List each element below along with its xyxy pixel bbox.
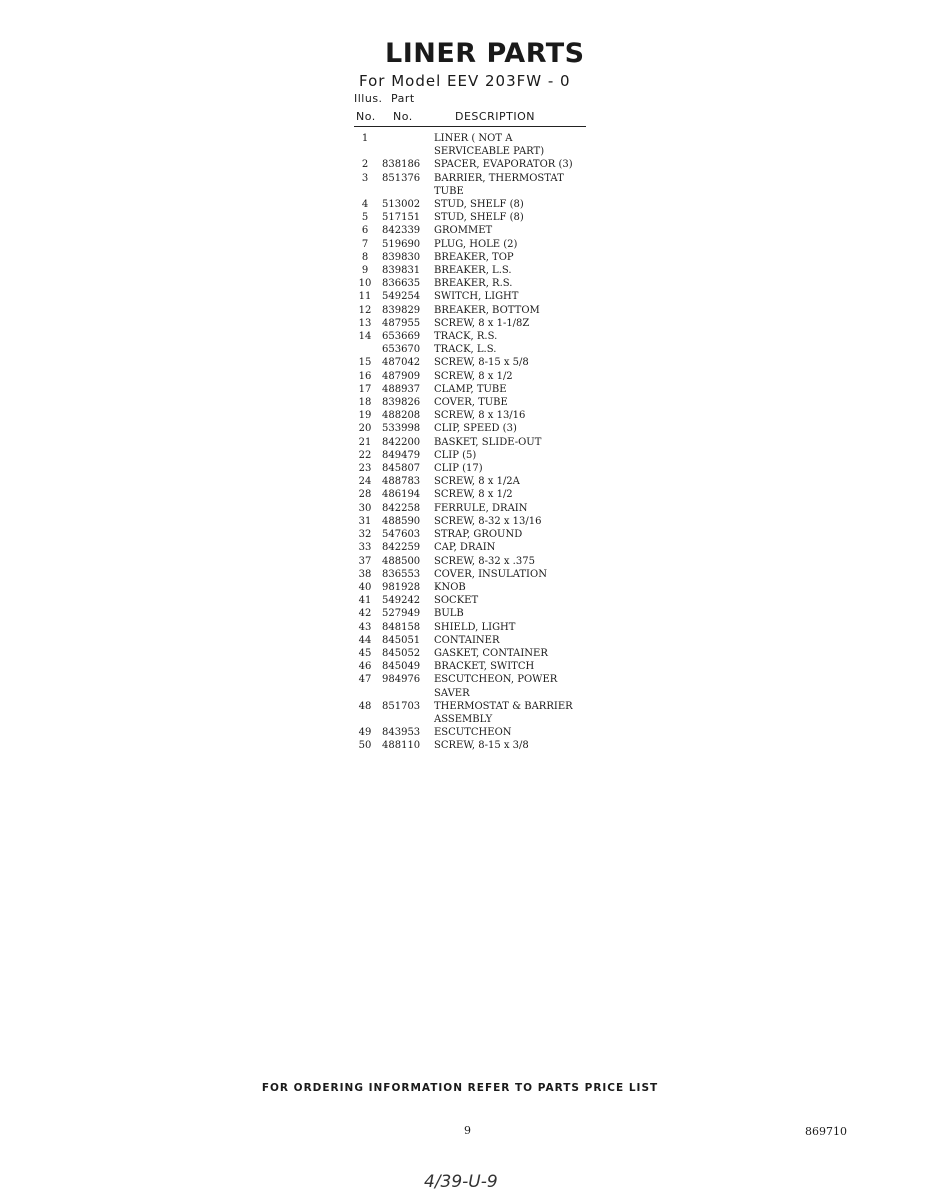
part-description: ESCUTCHEON, POWER — [434, 674, 558, 686]
part-number: 845807 — [382, 463, 421, 475]
header-description: DESCRIPTION — [455, 110, 535, 123]
page-title: LINER PARTS — [385, 38, 585, 69]
table-row — [354, 581, 594, 594]
part-description: SWITCH, LIGHT — [434, 291, 519, 303]
part-number: 851376 — [382, 172, 421, 184]
part-number: 838186 — [382, 159, 421, 171]
illus-number: 6 — [361, 225, 369, 237]
part-description: COVER, TUBE — [434, 397, 508, 409]
part-description: BULB — [434, 608, 464, 620]
illus-number: 50 — [358, 740, 372, 752]
part-description: TRACK, L.S. — [434, 344, 497, 356]
part-description: SCREW, 8-32 x 13/16 — [434, 515, 542, 527]
part-description: BASKET, SLIDE-OUT — [434, 436, 542, 448]
part-number: 836635 — [382, 278, 421, 290]
part-description: CLAMP, TUBE — [434, 383, 507, 395]
illus-number: 41 — [358, 595, 372, 607]
illus-number: 20 — [358, 423, 372, 435]
table-row — [354, 462, 594, 475]
illus-number: 44 — [358, 634, 372, 646]
header-part-no: No. — [393, 110, 413, 123]
document-number: 869710 — [805, 1125, 847, 1138]
table-row — [354, 568, 594, 581]
part-description: BREAKER, TOP — [434, 251, 514, 263]
part-description: SAVER — [434, 687, 470, 699]
part-number: 487955 — [382, 317, 421, 329]
table-row — [354, 396, 594, 409]
illus-number: 42 — [358, 608, 372, 620]
part-number: 836553 — [382, 568, 421, 580]
table-row — [354, 132, 594, 145]
illus-number: 48 — [358, 700, 372, 712]
table-row — [354, 356, 594, 369]
illus-number: 15 — [358, 357, 372, 369]
header-part: Part — [391, 92, 415, 105]
part-number: 488937 — [382, 383, 421, 395]
part-number: 842339 — [382, 225, 421, 237]
table-row — [354, 224, 594, 237]
table-row — [354, 700, 594, 713]
part-number: 851703 — [382, 700, 421, 712]
part-number: 549242 — [382, 595, 421, 607]
part-description: SPACER, EVAPORATOR (3) — [434, 159, 573, 171]
part-description: CLIP (17) — [434, 463, 483, 475]
part-description: SCREW, 8 x 13/16 — [434, 410, 526, 422]
table-row — [354, 370, 594, 383]
illus-number: 24 — [358, 476, 372, 488]
part-description: BREAKER, L.S. — [434, 265, 512, 277]
table-row — [354, 594, 594, 607]
handwritten-note: 4/39-U-9 — [424, 1172, 498, 1192]
part-description: LINER ( NOT A — [434, 133, 513, 144]
part-description: CLIP, SPEED (3) — [434, 423, 517, 435]
illus-number: 17 — [358, 383, 372, 395]
illus-number: 14 — [358, 331, 372, 343]
part-description: SCREW, 8-15 x 3/8 — [434, 740, 529, 752]
illus-number: 19 — [358, 410, 372, 422]
part-number: 488590 — [382, 515, 421, 527]
table-row — [354, 198, 594, 211]
part-number — [376, 145, 434, 158]
part-number — [376, 185, 434, 198]
part-description: STUD, SHELF (8) — [434, 199, 524, 211]
table-row — [354, 422, 594, 435]
part-number: 839831 — [382, 265, 421, 277]
table-row — [354, 673, 594, 686]
illus-number: 11 — [358, 291, 372, 303]
part-number — [376, 132, 434, 145]
part-number: 848158 — [382, 621, 421, 633]
table-row — [354, 634, 594, 647]
part-number — [376, 713, 434, 726]
table-row — [354, 304, 594, 317]
part-number: 842200 — [382, 436, 421, 448]
part-description: SCREW, 8-15 x 5/8 — [434, 357, 529, 369]
table-row — [354, 647, 594, 660]
table-row — [354, 726, 594, 739]
table-row — [354, 330, 594, 343]
illus-number: 47 — [358, 674, 372, 686]
illus-number: 33 — [358, 542, 372, 554]
table-row — [354, 343, 594, 356]
part-description: CONTAINER — [434, 634, 500, 646]
part-number: 653669 — [382, 331, 421, 343]
part-number: 981928 — [382, 581, 421, 593]
table-row — [354, 211, 594, 224]
illus-number: 5 — [361, 212, 369, 224]
illus-number: 13 — [358, 317, 372, 329]
part-number: 843953 — [382, 727, 421, 739]
part-description: KNOB — [434, 581, 466, 593]
illus-number — [354, 145, 376, 158]
table-row — [354, 660, 594, 673]
part-number: 839826 — [382, 397, 421, 409]
illus-number: 38 — [358, 568, 372, 580]
header-rule — [354, 126, 586, 127]
table-row — [354, 555, 594, 568]
table-row — [354, 290, 594, 303]
model-subtitle: For Model EEV 203FW - 0 — [359, 72, 571, 90]
part-number: 488500 — [382, 555, 421, 567]
parts-list — [354, 132, 594, 753]
illus-number: 7 — [361, 238, 369, 250]
illus-number: 31 — [358, 515, 372, 527]
part-description: SCREW, 8 x 1/2 — [434, 370, 513, 382]
part-number: 488110 — [382, 740, 421, 752]
part-description: SOCKET — [434, 595, 479, 607]
part-number: 842258 — [382, 502, 421, 514]
illus-number: 32 — [358, 529, 372, 541]
part-number: 839830 — [382, 251, 421, 263]
part-description: BREAKER, R.S. — [434, 278, 513, 290]
table-row — [354, 158, 594, 171]
part-number: 519690 — [382, 238, 421, 250]
illus-number: 21 — [358, 436, 372, 448]
part-description: BRACKET, SWITCH — [434, 661, 535, 673]
illus-number: 16 — [358, 370, 372, 382]
illus-number — [354, 185, 376, 198]
table-row — [354, 264, 594, 277]
table-row — [354, 383, 594, 396]
illus-number: 4 — [361, 199, 369, 211]
part-description: ASSEMBLY — [434, 713, 493, 725]
table-row — [354, 449, 594, 462]
illus-number: 37 — [358, 555, 372, 567]
part-number: 845052 — [382, 647, 421, 659]
part-number: 486194 — [382, 489, 421, 501]
part-description: STRAP, GROUND — [434, 529, 523, 541]
ordering-footer: FOR ORDERING INFORMATION REFER TO PARTS PRICE LIST — [261, 1082, 659, 1094]
table-row — [354, 185, 594, 198]
part-number: 842259 — [382, 542, 421, 554]
illus-number — [354, 713, 376, 726]
part-number: 849479 — [382, 449, 421, 461]
header-illus: Illus. — [354, 92, 383, 105]
part-number: 533998 — [382, 423, 421, 435]
part-number: 527949 — [382, 608, 421, 620]
part-number: 845049 — [382, 661, 421, 673]
part-number: 487909 — [382, 370, 421, 382]
illus-number: 23 — [358, 463, 372, 475]
table-row — [354, 277, 594, 290]
part-number: 984976 — [382, 674, 421, 686]
table-row — [354, 607, 594, 620]
part-description: GROMMET — [434, 225, 493, 237]
illus-number: 40 — [358, 581, 372, 593]
illus-number: 49 — [358, 727, 372, 739]
part-number: 488208 — [382, 410, 421, 422]
illus-number: 9 — [361, 265, 369, 277]
part-number: 513002 — [382, 199, 421, 211]
illus-number: 1 — [361, 133, 369, 144]
part-number: 517151 — [382, 212, 421, 224]
illus-number: 43 — [358, 621, 372, 633]
part-description: COVER, INSULATION — [434, 568, 547, 580]
part-number: 487042 — [382, 357, 421, 369]
part-number: 549254 — [382, 291, 421, 303]
table-row — [354, 317, 594, 330]
table-row — [354, 713, 594, 726]
part-description: SCREW, 8 x 1/2 — [434, 489, 513, 501]
part-description: ESCUTCHEON — [434, 727, 512, 739]
illus-number: 2 — [361, 159, 369, 171]
table-row — [354, 145, 594, 158]
table-row — [354, 436, 594, 449]
part-description: SCREW, 8 x 1-1/8Z — [434, 317, 530, 329]
table-row — [354, 739, 594, 752]
header-illus-no: No. — [356, 110, 376, 123]
illus-number: 45 — [358, 647, 372, 659]
illus-number: 3 — [361, 172, 369, 184]
part-description: THERMOSTAT & BARRIER — [434, 700, 573, 712]
part-description: CLIP (5) — [434, 449, 477, 461]
illus-number: 22 — [358, 449, 372, 461]
table-row — [354, 251, 594, 264]
illus-number — [354, 687, 376, 700]
part-description: GASKET, CONTAINER — [434, 647, 548, 659]
illus-number — [354, 343, 376, 356]
part-number: 653670 — [382, 344, 421, 356]
illus-number: 12 — [358, 304, 372, 316]
illus-number: 30 — [358, 502, 372, 514]
part-description: SERVICEABLE PART) — [434, 146, 545, 158]
table-row — [354, 687, 594, 700]
illus-number: 8 — [361, 251, 369, 263]
part-number — [376, 687, 434, 700]
table-row — [354, 475, 594, 488]
illus-number: 46 — [358, 661, 372, 673]
part-description: SHIELD, LIGHT — [434, 621, 516, 633]
part-number: 547603 — [382, 529, 421, 541]
table-row — [354, 502, 594, 515]
part-description: PLUG, HOLE (2) — [434, 238, 518, 250]
table-row — [354, 541, 594, 554]
table-row — [354, 528, 594, 541]
illus-number: 10 — [358, 278, 372, 290]
part-description: TUBE — [434, 185, 464, 197]
page-number: 9 — [464, 1124, 471, 1137]
part-number: 845051 — [382, 634, 421, 646]
illus-number: 28 — [358, 489, 372, 501]
table-row — [354, 515, 594, 528]
table-row — [354, 238, 594, 251]
table-row — [354, 621, 594, 634]
illus-number: 18 — [358, 397, 372, 409]
table-row — [354, 488, 594, 501]
part-description: TRACK, R.S. — [434, 331, 498, 343]
part-description: BREAKER, BOTTOM — [434, 304, 540, 316]
part-description: STUD, SHELF (8) — [434, 212, 524, 224]
table-row — [354, 172, 594, 185]
part-description: SCREW, 8 x 1/2A — [434, 476, 520, 488]
part-description: SCREW, 8-32 x .375 — [434, 555, 535, 567]
part-description: BARRIER, THERMOSTAT — [434, 172, 564, 184]
part-description: FERRULE, DRAIN — [434, 502, 528, 514]
part-number: 488783 — [382, 476, 421, 488]
part-number: 839829 — [382, 304, 421, 316]
part-description: CAP, DRAIN — [434, 542, 496, 554]
table-row — [354, 409, 594, 422]
